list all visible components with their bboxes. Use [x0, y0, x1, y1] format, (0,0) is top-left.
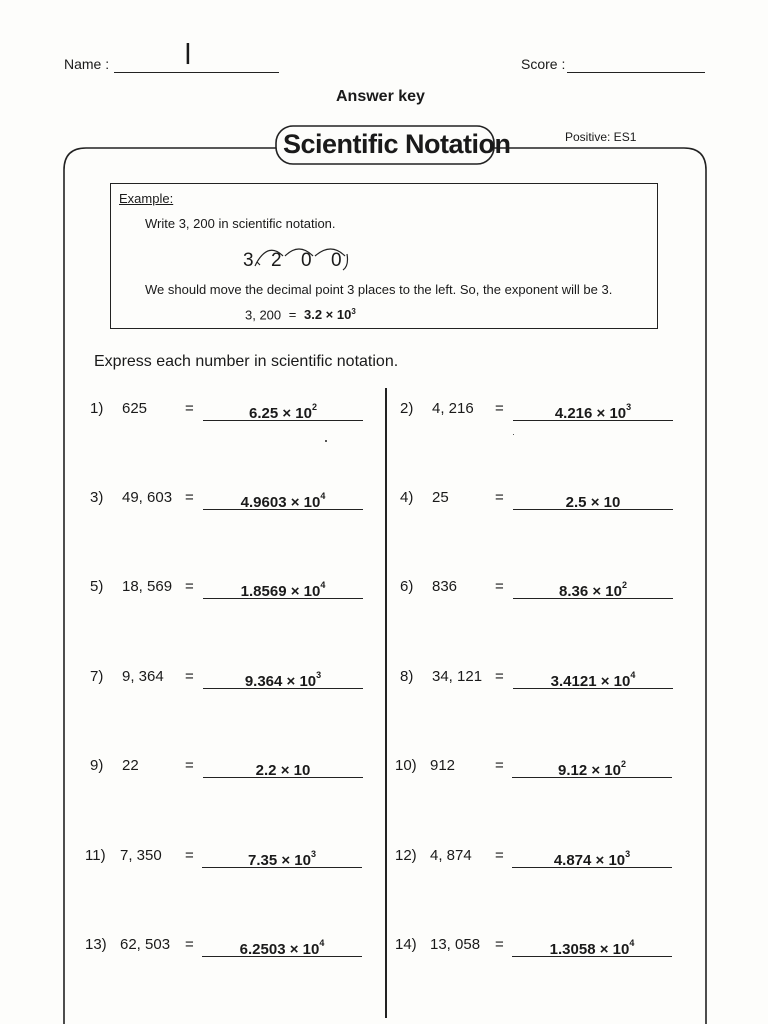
equals-sign: =: [185, 757, 194, 774]
answer-field[interactable]: [202, 934, 362, 957]
answer-mantissa: 9.364 × 10: [244, 673, 317, 690]
answer-field[interactable]: [203, 487, 363, 510]
answer-field[interactable]: [513, 576, 673, 599]
answer-exponent: 4: [629, 938, 635, 948]
equals-sign: =: [495, 489, 504, 506]
problem-number: 4): [400, 489, 414, 506]
problem-value: 4, 874: [430, 847, 472, 864]
answer-mantissa: 6.25 × 10: [249, 405, 312, 422]
answer-mantissa: 4.9603 × 10: [240, 494, 321, 511]
answer-field[interactable]: [513, 487, 673, 510]
problem-row: [395, 755, 685, 781]
answer-exponent: 2: [311, 402, 317, 412]
answer-key-heading: Answer key: [336, 88, 425, 105]
problem-row: [90, 576, 380, 602]
problem-number: 6): [400, 578, 414, 595]
instructions: Express each number in scientific notation.: [94, 353, 399, 370]
name-label: Name :: [64, 56, 110, 72]
problem-value: 34, 121: [432, 668, 483, 685]
problem-number: 1): [90, 400, 104, 417]
equals-sign: =: [185, 489, 194, 506]
problem-row: [90, 398, 380, 424]
answer-field[interactable]: [203, 398, 363, 421]
answer-mantissa: 6.2503 × 10: [239, 941, 320, 958]
answer-exponent: 4: [320, 491, 326, 501]
problem-row: [90, 666, 380, 692]
answer-mantissa: 9.12 × 10: [558, 762, 621, 779]
problem-number: 7): [90, 668, 104, 685]
answer-mantissa: 8.36 × 10: [559, 583, 622, 600]
problem-value: 912: [430, 757, 456, 774]
problem-row: [90, 487, 380, 513]
digit: 0: [331, 250, 342, 271]
problem-value: 18, 569: [122, 578, 173, 595]
column-divider: [385, 388, 387, 1018]
problem-value: 836: [432, 578, 458, 595]
example-prompt: Write 3, 200 in scientific notation.: [145, 216, 336, 231]
answer-field[interactable]: [203, 755, 363, 778]
answer-field[interactable]: [512, 755, 672, 778]
answer-mantissa: 4.216 × 10: [554, 405, 627, 422]
example-box: [110, 183, 658, 329]
equals-sign: =: [185, 936, 194, 953]
problem-value: 4, 216: [432, 400, 474, 417]
answer-exponent: 4: [320, 580, 326, 590]
problem-row: [85, 845, 375, 871]
problem-value: 9, 364: [122, 668, 164, 685]
answer-field[interactable]: [512, 934, 672, 957]
problem-number: 9): [90, 757, 104, 774]
name-field[interactable]: [114, 38, 279, 73]
answer-field[interactable]: [203, 666, 363, 689]
answer-mantissa: 1.3058 × 10: [549, 941, 630, 958]
problem-value: 7, 350: [120, 847, 162, 864]
answer-exponent: 4: [319, 938, 325, 948]
answer-mantissa: 4.874 × 10: [553, 852, 626, 869]
score-label: Score :: [521, 56, 566, 72]
problem-row: [400, 666, 690, 692]
score-field[interactable]: [567, 52, 705, 73]
answer-exponent: 4: [630, 670, 636, 680]
problem-number: 2): [400, 400, 414, 417]
problem-value: 13, 058: [430, 936, 481, 953]
decimal-shift-diagram: [243, 240, 353, 274]
answer-exponent: 3: [626, 402, 632, 412]
answer-mantissa: 7.35 × 10: [248, 852, 311, 869]
positive-code: Positive: ES1: [565, 130, 637, 144]
problem-row: [85, 934, 375, 960]
equals-sign: =: [185, 668, 194, 685]
problem-value: 625: [122, 400, 148, 417]
problem-row: [395, 934, 685, 960]
problem-row: [400, 398, 690, 424]
problem-row: [400, 576, 690, 602]
answer-exponent: 3: [625, 849, 631, 859]
equals-sign: =: [495, 400, 504, 417]
problem-value: 62, 503: [120, 936, 171, 953]
name-handwritten-value: l: [184, 38, 192, 71]
answer-mantissa: 2.5 × 10: [565, 494, 621, 511]
equals-sign: =: [185, 578, 194, 595]
problem-number: 5): [90, 578, 104, 595]
answer-field[interactable]: [202, 845, 362, 868]
example-result-lhs: 3, 200: [245, 307, 282, 323]
problem-number: 10): [395, 757, 417, 774]
answer-exponent: 2: [621, 580, 627, 590]
example-explanation: We should move the decimal point 3 places to the left. So, the exponent will be 3.: [145, 282, 613, 297]
problem-row: [395, 845, 685, 871]
equals-sign: =: [495, 757, 504, 774]
answer-field[interactable]: [513, 398, 673, 421]
page-title: Scientific Notation: [283, 129, 511, 159]
example-result: [245, 307, 356, 322]
equals-sign: =: [185, 847, 194, 864]
equals-sign: =: [495, 847, 504, 864]
equals-sign: =: [495, 578, 504, 595]
scan-speck: [325, 440, 327, 442]
example-result-eq: =: [288, 307, 297, 323]
answer-mantissa: 1.8569 × 10: [240, 583, 321, 600]
answer-mantissa: 2.2 × 10: [255, 762, 311, 779]
example-heading: Example:: [119, 191, 174, 206]
digit: 3: [243, 250, 254, 271]
problem-value: 22: [122, 757, 139, 774]
problem-number: 13): [85, 936, 107, 953]
answer-exponent: 3: [310, 849, 316, 859]
problem-number: 12): [395, 847, 417, 864]
answer-exponent: 2: [620, 759, 626, 769]
problem-row: [90, 755, 380, 781]
equals-sign: =: [495, 936, 504, 953]
answer-mantissa: 3.4121 × 10: [550, 673, 631, 690]
equals-sign: =: [495, 668, 504, 685]
equals-sign: =: [185, 400, 194, 417]
problem-number: 8): [400, 668, 414, 685]
digit: 2: [271, 250, 282, 271]
digit: 0: [301, 250, 312, 271]
scan-speck: [513, 434, 514, 435]
answer-field[interactable]: [203, 576, 363, 599]
problem-value: 25: [432, 489, 449, 506]
example-result-exponent: 3: [351, 307, 356, 316]
answer-field[interactable]: [512, 845, 672, 868]
answer-exponent: 3: [316, 670, 322, 680]
problem-number: 14): [395, 936, 417, 953]
answer-field[interactable]: [513, 666, 673, 689]
problem-value: 49, 603: [122, 489, 173, 506]
problem-number: 3): [90, 489, 104, 506]
problem-number: 11): [85, 847, 106, 864]
problem-row: [400, 487, 690, 513]
example-result-mantissa: 3.2 × 10: [304, 307, 352, 323]
